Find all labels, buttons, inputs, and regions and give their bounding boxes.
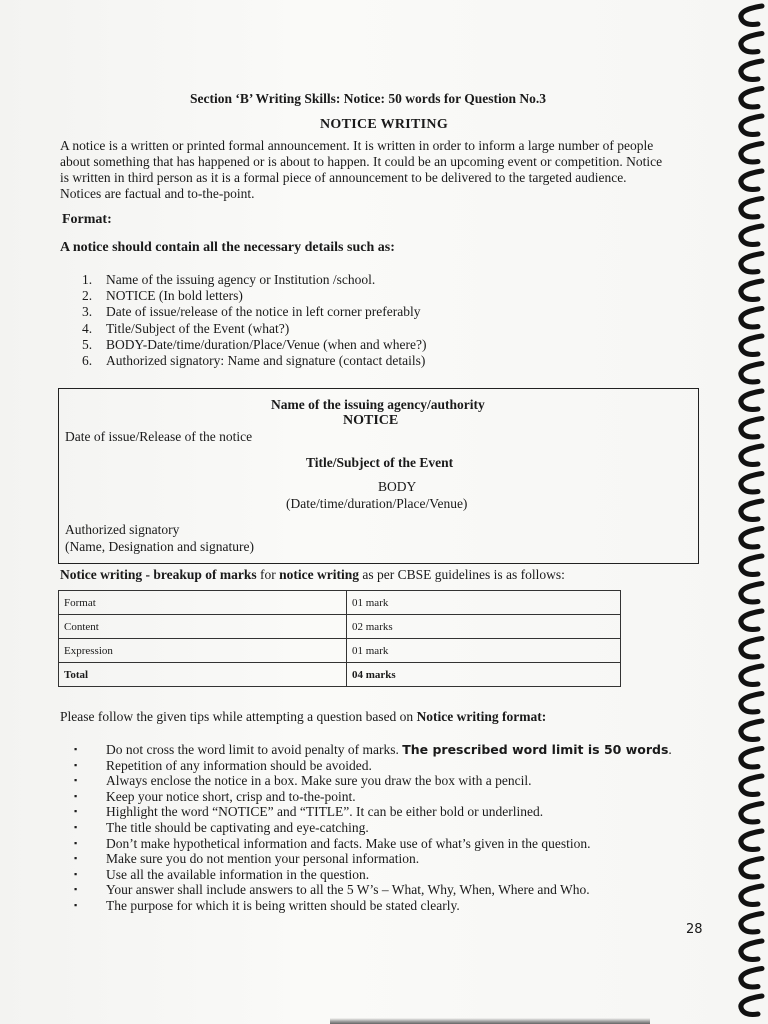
page-title: NOTICE WRITING bbox=[320, 117, 449, 132]
spiral-coil bbox=[741, 501, 762, 520]
list-item: 5. BODY-Date/time/duration/Place/Venue (when and where?) bbox=[82, 336, 427, 352]
spiral-coil bbox=[741, 336, 762, 355]
page-number: 28 bbox=[686, 922, 703, 937]
tips-list bbox=[74, 742, 672, 914]
list-item: ▪ Do not cross the word limit to avoid penalty of marks. The prescribed word limit is 50 words. bbox=[74, 742, 672, 757]
spiral-coil bbox=[741, 996, 762, 1015]
sample-notice-label: NOTICE bbox=[343, 413, 399, 428]
spiral-coil bbox=[741, 886, 762, 905]
list-item: ▪ Repetition of any information should be avoided. bbox=[74, 757, 372, 773]
marks-heading: Notice writing - breakup of marks for notice writing as per CBSE guidelines is as follows: bbox=[60, 567, 565, 582]
spiral-coil bbox=[741, 199, 762, 218]
intro-line: Notices are factual and to-the-point. bbox=[60, 186, 255, 201]
spiral-coil bbox=[741, 721, 762, 740]
spiral-coil bbox=[741, 309, 762, 328]
spiral-coil bbox=[741, 859, 762, 878]
spiral-coil bbox=[741, 776, 762, 795]
list-item: ▪ Make sure you do not mention your personal information. bbox=[74, 851, 420, 867]
list-item: ▪ The purpose for which it is being written should be stated clearly. bbox=[74, 897, 460, 913]
sample-title: Title/Subject of the Event bbox=[306, 455, 454, 470]
format-heading: Format: bbox=[62, 212, 112, 227]
page-edge-shadow bbox=[330, 1018, 650, 1024]
contain-heading: A notice should contain all the necessary details such as: bbox=[60, 240, 395, 255]
sample-body-details: (Date/time/duration/Place/Venue) bbox=[286, 496, 468, 511]
list-item: ▪ Use all the available information in the question. bbox=[74, 866, 370, 882]
spiral-coil bbox=[741, 804, 762, 823]
list-item: ▪ Always enclose the notice in a box. Make sure you draw the box with a pencil. bbox=[74, 773, 532, 789]
spiral-coil bbox=[741, 6, 762, 25]
list-item: ▪ Your answer shall include answers to all the 5 W’s – What, Why, When, Where and Who. bbox=[74, 882, 590, 898]
spiral-coil bbox=[741, 144, 762, 163]
spiral-coil bbox=[741, 281, 762, 300]
spiral-coil bbox=[741, 666, 762, 685]
spiral-coil bbox=[741, 611, 762, 630]
tips-heading: Please follow the given tips while attempting a question based on Notice writing format: bbox=[60, 709, 547, 724]
spiral-coil bbox=[741, 61, 762, 80]
sample-signatory-details: (Name, Designation and signature) bbox=[65, 539, 254, 554]
intro-line: A notice is a written or printed formal announcement. It is written in order to inform a large number of people bbox=[60, 138, 654, 153]
spiral-coil bbox=[741, 116, 762, 135]
table-row: Expression 01 mark bbox=[59, 639, 621, 663]
list-item: 1. Name of the issuing agency or Institution /school. bbox=[82, 272, 376, 287]
list-item: 3. Date of issue/release of the notice in left corner preferably bbox=[82, 304, 421, 320]
section-title: Section ‘B’ Writing Skills: Notice: 50 words for Question No.3 bbox=[190, 91, 546, 106]
spiral-coil bbox=[741, 941, 762, 960]
spiral-coil bbox=[741, 556, 762, 575]
intro-line: is written in third person as it is a formal piece of announcement to be delivered to the targeted audience. bbox=[60, 170, 627, 185]
spiral-coil bbox=[741, 419, 762, 438]
spiral-coil bbox=[741, 254, 762, 273]
spiral-coil bbox=[741, 171, 762, 190]
spiral-coil bbox=[741, 914, 762, 933]
format-list bbox=[82, 272, 427, 369]
intro-paragraph bbox=[60, 138, 710, 202]
intro-line: about something that has happened or is about to happen. It could be an upcoming event or competition. Notice bbox=[60, 154, 663, 169]
spiral-coil bbox=[741, 694, 762, 713]
spiral-coil bbox=[741, 529, 762, 548]
spiral-binding bbox=[728, 0, 768, 1024]
spiral-coil bbox=[741, 226, 762, 245]
spiral-coil bbox=[741, 364, 762, 383]
table-row-total: Total 04 marks bbox=[59, 663, 621, 687]
table-row: Content 02 marks bbox=[59, 615, 621, 639]
spiral-coil bbox=[741, 969, 762, 988]
sample-signatory: Authorized signatory bbox=[65, 522, 180, 537]
spiral-coil bbox=[741, 749, 762, 768]
list-item: ▪ Highlight the word “NOTICE” and “TITLE”. It can be either bold or underlined. bbox=[74, 804, 544, 820]
sample-agency: Name of the issuing agency/authority bbox=[271, 397, 485, 412]
list-item: ▪ The title should be captivating and eye-catching. bbox=[74, 819, 369, 835]
sample-notice-box bbox=[58, 388, 699, 564]
table-row: Format 01 mark bbox=[59, 591, 621, 615]
spiral-coil bbox=[741, 474, 762, 493]
marks-table bbox=[58, 590, 621, 687]
list-item: ▪ Don’t make hypothetical information and facts. Make use of what’s given in the question. bbox=[74, 835, 591, 851]
list-item: ▪ Keep your notice short, crisp and to-the-point. bbox=[74, 788, 356, 804]
list-item: 2. NOTICE (In bold letters) bbox=[82, 288, 243, 304]
spiral-coil bbox=[741, 639, 762, 658]
list-item: 6. Authorized signatory: Name and signature (contact details) bbox=[82, 353, 426, 369]
list-item: 4. Title/Subject of the Event (what?) bbox=[82, 320, 290, 336]
spiral-coil bbox=[741, 89, 762, 108]
spiral-coil bbox=[741, 446, 762, 465]
sample-date: Date of issue/Release of the notice bbox=[65, 429, 253, 444]
spiral-coil bbox=[741, 34, 762, 53]
sample-body: BODY bbox=[378, 479, 417, 494]
spiral-coil bbox=[741, 831, 762, 850]
spiral-coil bbox=[741, 584, 762, 603]
spiral-coil bbox=[741, 391, 762, 410]
